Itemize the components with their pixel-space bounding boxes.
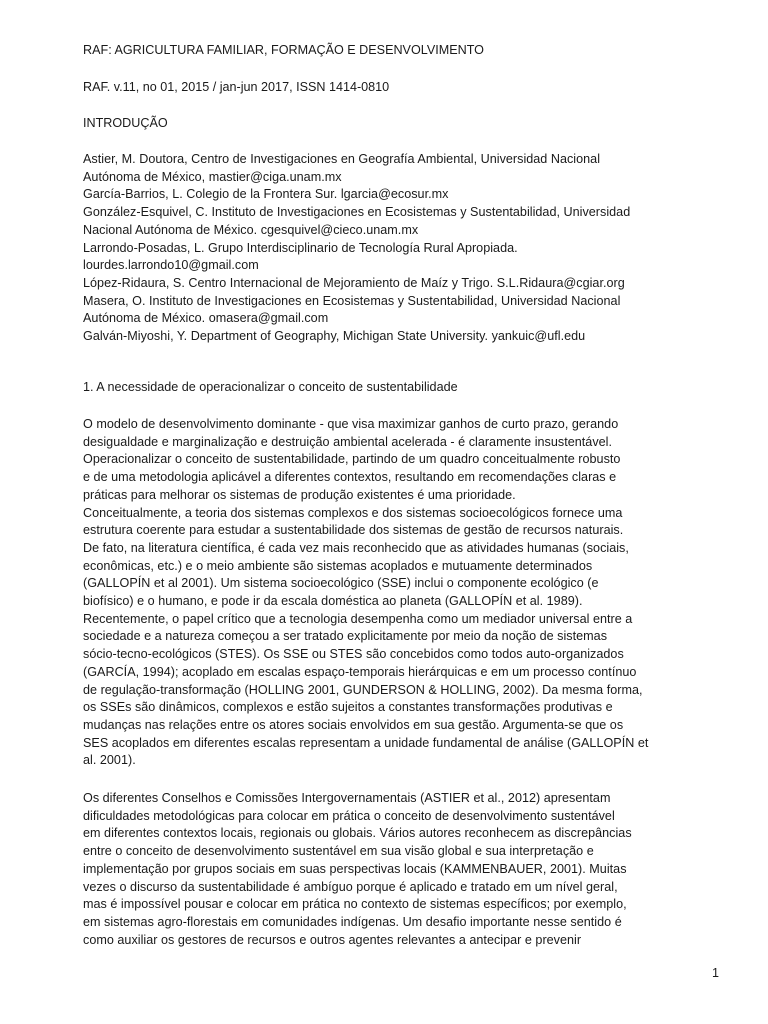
paragraph-line: Conceitualmente, a teoria dos sistemas complexos e dos sistemas socioecológicos fornece uma — [83, 505, 623, 520]
page-number: 1 — [712, 966, 720, 980]
paragraph-line: sociedade e a natureza começou a ser tratado explicitamente por meio da noção de sistemas — [83, 629, 608, 644]
intro-heading: INTRODUÇÃO — [83, 116, 168, 130]
author-line: Astier, M. Doutora, Centro de Investigaciones en Geografía Ambiental, Universidad Nacional — [83, 152, 601, 166]
paragraph-line: (GARCÍA, 1994); acoplado em escalas espaço-temporais hierárquicas e em um processo contínuo — [83, 664, 637, 679]
paragraph-line: sócio-tecno-ecológicos (STES). Os SSE ou STES são concebidos como todos auto-organizados — [83, 647, 624, 662]
paragraph-line: desigualdade e marginalização e destruição ambiental acelerada - é claramente insustentável. — [83, 434, 612, 449]
author-line: López-Ridaura, S. Centro Internacional de Mejoramiento de Maíz y Trigo. S.L.Ridaura@cgiar.org — [83, 275, 625, 290]
author-line: Masera, O. Instituto de Investigaciones en Ecosistemas y Sustentabilidad, Universidad Nacional — [83, 293, 621, 308]
paragraph-line: econômicas, etc.) e o meio ambiente são sistemas acoplados e mutuamente determinados — [83, 558, 593, 573]
paragraph-line: e de uma metodologia aplicável a diferentes contextos, resultando em recomendações claras e — [83, 470, 617, 485]
paragraph-line: em diferentes contextos locais, regionais ou globais. Vários autores reconhecem as discrepâncias — [83, 826, 632, 841]
paragraph-line: SES acoplados em diferentes escalas representam a unidade fundamental de análise (GALLOPÍN et — [83, 735, 649, 750]
paragraph-line: estrutura coerente para estudar a sustentabilidade dos sistemas de gestão de recursos naturais. — [83, 523, 624, 538]
paragraph-2 — [83, 790, 632, 949]
paragraph-line: implementação por grupos sociais em suas perspectivas locais (KAMMENBAUER, 2001). Muitas — [83, 861, 627, 876]
author-line: Nacional Autónoma de México. cgesquivel@cieco.unam.mx — [83, 222, 419, 237]
paragraph-line: mas é impossível pousar e colocar em prática no contexto de sistemas específicos; por exemplo, — [83, 897, 627, 912]
author-line: González-Esquivel, C. Instituto de Investigaciones en Ecosistemas y Sustentabilidad, Universidad — [83, 205, 631, 220]
author-line: Larrondo-Posadas, L. Grupo Interdisciplinario de Tecnología Rural Apropiada. — [83, 240, 518, 255]
author-line: Galván-Miyoshi, Y. Department of Geography, Michigan State University. yankuic@ufl.edu — [83, 329, 586, 344]
journal-issue: RAF. v.11, no 01, 2015 / jan-jun 2017, ISSN 1414-0810 — [83, 80, 390, 94]
paragraph-line: Recentemente, o papel crítico que a tecnologia desempenha como um mediador universal entre a — [83, 611, 633, 626]
paragraph-line: mudanças nas relações entre os atores sociais envolvidos em sua gestão. Argumenta-se que os — [83, 717, 624, 732]
author-line: García-Barrios, L. Colegio de la Frontera Sur. lgarcia@ecosur.mx — [83, 187, 449, 202]
paragraph-line: de regulação-transformação (HOLLING 2001, GUNDERSON & HOLLING, 2002). Da mesma forma, — [83, 682, 643, 697]
paragraph-line: Os diferentes Conselhos e Comissões Intergovernamentais (ASTIER et al., 2012) apresentam — [83, 791, 611, 805]
paragraph-1 — [83, 416, 648, 770]
paragraph-line: os SSEs são dinâmicos, complexos e estão sujeitos a constantes transformações produtivas e — [83, 700, 613, 715]
paragraph-line: De fato, na literatura científica, é cada vez mais reconhecido que as atividades humanas (sociais, — [83, 540, 629, 555]
author-list — [83, 151, 630, 346]
paragraph-line: (GALLOPÍN et al 2001). Um sistema socioecológico (SSE) inclui o componente ecológico (e — [83, 576, 599, 591]
paragraph-line: vezes o discurso da sustentabilidade é ambíguo porque é aplicado e tratado em um nível geral, — [83, 879, 618, 894]
paragraph-line: al. 2001). — [83, 753, 136, 768]
paragraph-line: como auxiliar os gestores de recursos e outros agentes relevantes a antecipar e prevenir — [83, 932, 582, 947]
author-line: Autónoma de México. omasera@gmail.com — [83, 311, 329, 326]
author-line: Autónoma de México, mastier@ciga.unam.mx — [83, 169, 342, 184]
author-line: lourdes.larrondo10@gmail.com — [83, 258, 259, 273]
paragraph-line: práticas para melhorar os sistemas de produção existentes é uma prioridade. — [83, 487, 516, 502]
paragraph-line: em sistemas agro-florestais em comunidades indígenas. Um desafio importante nesse sentido é — [83, 914, 622, 929]
paragraph-line: dificuldades metodológicas para colocar em prática o conceito de desenvolvimento sustentável — [83, 808, 615, 823]
paragraph-line: biofísico) e o humano, e pode ir da escala doméstica ao planeta (GALLOPÍN et al. 1989). — [83, 594, 583, 609]
paragraph-line: Operacionalizar o conceito de sustentabilidade, partindo de um quadro conceitualmente robusto — [83, 452, 621, 467]
paragraph-line: O modelo de desenvolvimento dominante - que visa maximizar ganhos de curto prazo, gerando — [83, 417, 619, 431]
section-heading: 1. A necessidade de operacionalizar o conceito de sustentabilidade — [83, 380, 458, 394]
journal-title: RAF: AGRICULTURA FAMILIAR, FORMAÇÃO E DESENVOLVIMENTO — [83, 43, 484, 57]
paragraph-line: entre o conceito de desenvolvimento sustentável em sua visão global e sua interpretação e — [83, 844, 594, 859]
